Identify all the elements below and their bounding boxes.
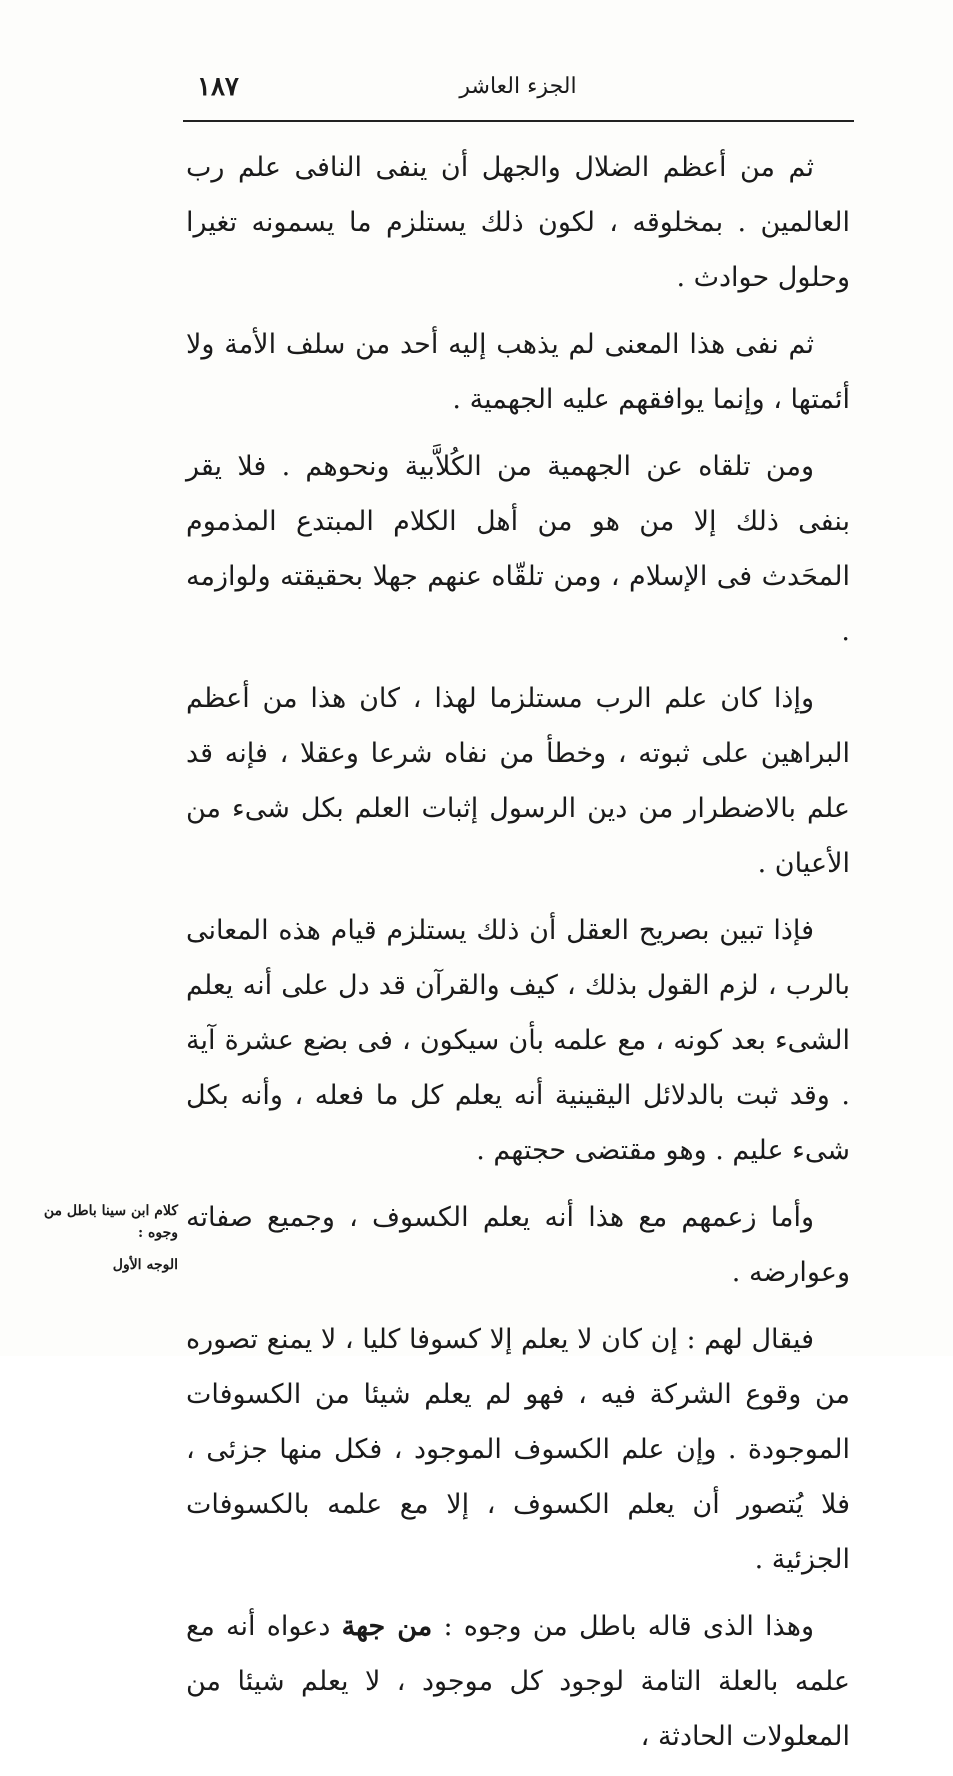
paragraph-5: فإذا تبين بصريح العقل أن ذلك يستلزم قيام هذه المعانى بالرب ، لزم القول بذلك ، كيف والقرآن قد دل على أنه يعلم الشىء بعد كونه ، مع علمه بأن سيكون ، فى بضع عشرة آية . وقد ثبت بالدلائل اليقينية أنه يعلم كل ما فعله ، وأنه بكل شىء عليم . وهو مقتضى حجتهم . bbox=[186, 915, 850, 1166]
paragraph-8-rest: دعواه أنه مع علمه بالعلة التامة لوجود كل موجود ، لا يعلم شيئا من المعلولات الحادثة ، bbox=[186, 1611, 850, 1752]
header-divider bbox=[183, 120, 854, 122]
paragraph-8 bbox=[186, 1599, 850, 1764]
paragraph-4: وإذا كان علم الرب مستلزما لهذا ، كان هذا من أعظم البراهين على ثبوته ، وخطأ من نفاه شرعا وعقلا ، فإنه قد علم بالاضطرار من دين الرسول إثبات العلم بكل شىء من الأعيان . bbox=[186, 683, 850, 879]
paragraph-7: فيقال لهم : إن كان لا يعلم إلا كسوفا كليا ، لا يمنع تصوره من وقوع الشركة فيه ، فهو لم يعلم شيئا من الكسوفات الموجودة . وإن علم الكسوف الموجود ، فكل منها جزئى ، فلا يُتصور أن يعلم الكسوف ، إلا مع علمه بالكسوفات الجزئية . bbox=[186, 1324, 850, 1575]
margin-note-first-aspect: الوجه الأول bbox=[112, 1257, 178, 1273]
paragraph-8-emphasis: من جهة bbox=[341, 1611, 433, 1642]
paragraph-3: ومن تلقاه عن الجهمية من الكُلاَّبية ونحوهم . فلا يقر بنفى ذلك إلا من هو من أهل الكلام المبتدع المذموم المحَدث فى الإسلام ، ومن تلقّاه عنهم جهلا بحقيقته ولوازمه . bbox=[186, 451, 850, 647]
body-text bbox=[186, 140, 850, 1776]
paragraph-1: ثم من أعظم الضلال والجهل أن ينفى النافى علم رب العالمين . بمخلوقه ، لكون ذلك يستلزم ما يسمونه تغيرا وحلول حوادث . bbox=[186, 152, 850, 293]
page-header bbox=[183, 68, 853, 112]
margin-note-heading: كلام ابن سينا باطل من وجوه : bbox=[43, 1203, 178, 1241]
margin-notes bbox=[30, 1200, 178, 1276]
paragraph-8-lead: وهذا الذى قاله باطل من وجوه : bbox=[432, 1611, 815, 1642]
paragraph-6: وأما زعمهم مع هذا أنه يعلم الكسوف ، وجميع صفاته وعوارضه . bbox=[186, 1202, 850, 1288]
paragraph-2: ثم نفى هذا المعنى لم يذهب إليه أحد من سلف الأمة ولا أئمتها ، وإنما يوافقهم عليه الجهمية . bbox=[186, 329, 850, 415]
running-title: الجزء العاشر bbox=[459, 74, 577, 99]
page-number: ١٨٧ bbox=[197, 72, 239, 102]
